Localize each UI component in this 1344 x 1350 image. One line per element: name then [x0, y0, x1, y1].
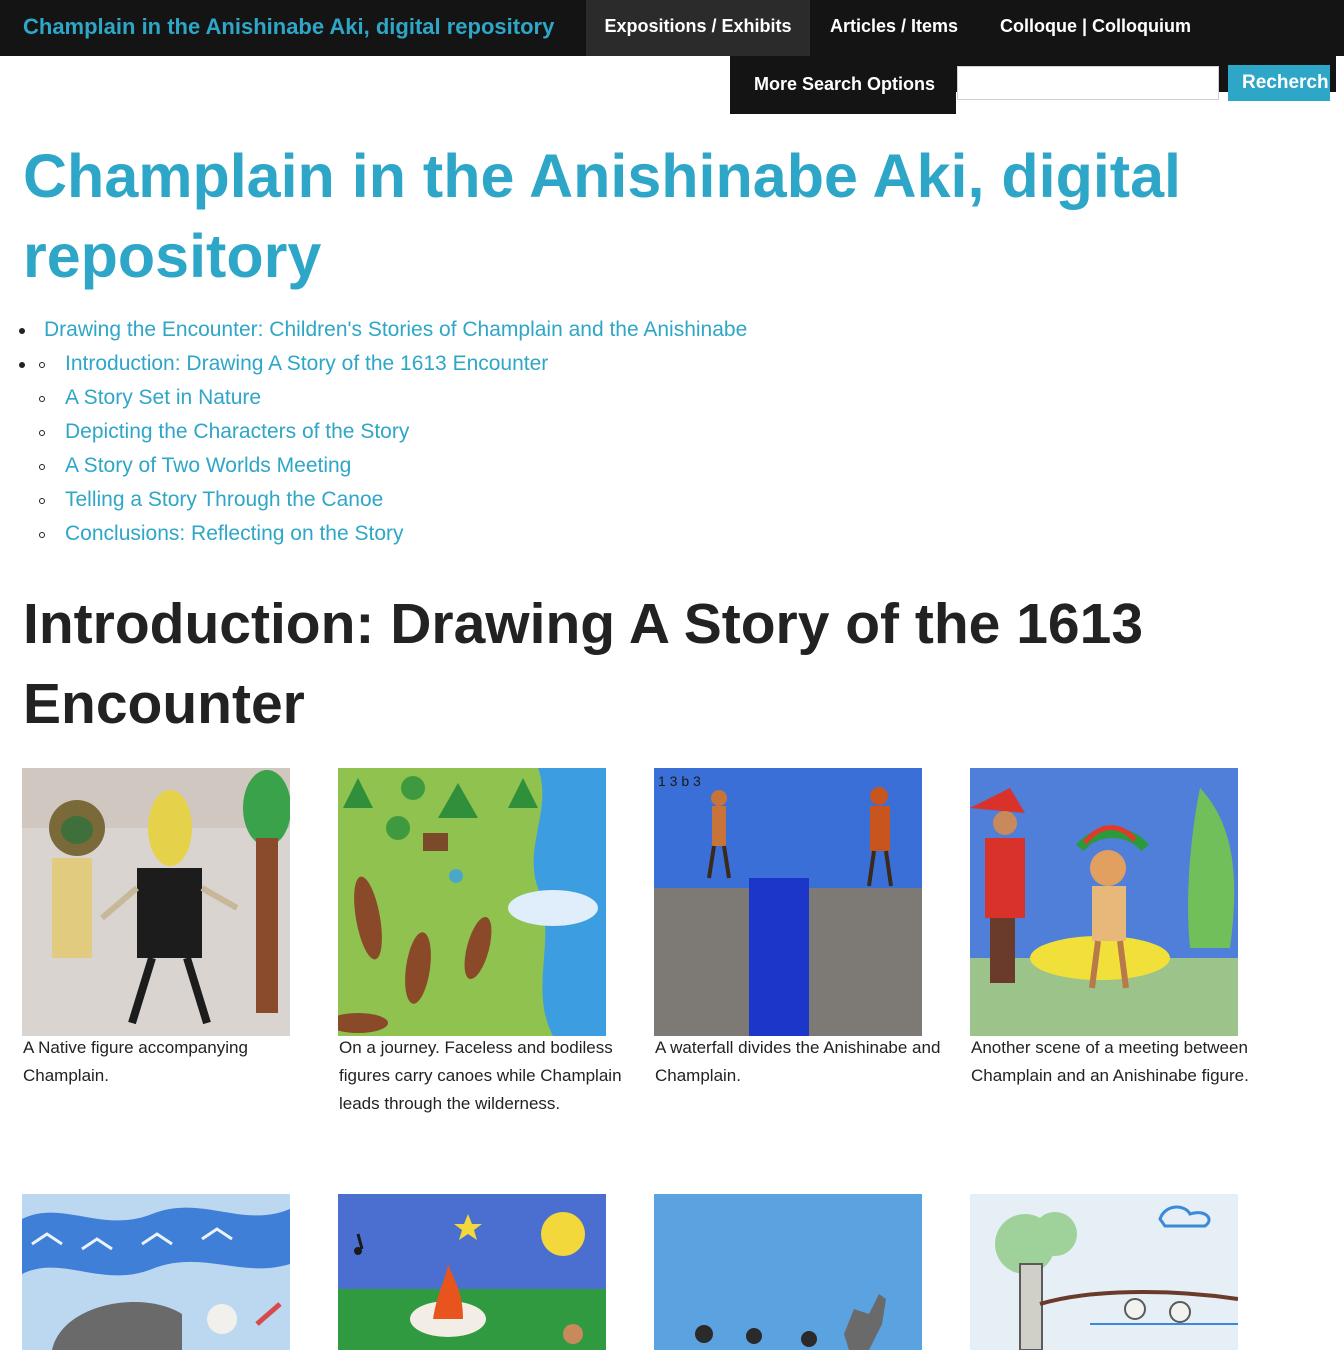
toc-item-two-worlds[interactable]: A Story of Two Worlds Meeting [65, 454, 352, 477]
bullet-circle [39, 362, 45, 368]
bullet-circle [39, 430, 45, 436]
section-heading: Introduction: Drawing A Story of the 1613 Encounter [23, 592, 1144, 736]
toc-item-introduction[interactable]: Introduction: Drawing A Story of the 1613 Encounter [65, 352, 549, 375]
bullet-circle [39, 464, 45, 470]
site-title-link[interactable]: Champlain in the Anishinabe Aki, digital repository [23, 14, 555, 39]
toc-item-characters[interactable]: Depicting the Characters of the Story [65, 420, 410, 443]
top-navigation-bar [0, 0, 1344, 56]
nav-items[interactable]: Articles / Items [830, 16, 959, 36]
gallery-thumbnail-meeting[interactable] [970, 768, 1238, 1036]
nav-colloquium[interactable]: Colloque | Colloquium [1000, 16, 1192, 36]
nav-exhibits[interactable]: Expositions / Exhibits [586, 0, 810, 56]
gallery-thumbnail-canoe-crossing[interactable] [970, 1194, 1238, 1350]
toc-parent-link[interactable]: Drawing the Encounter: Children's Stories of Champlain and the Anishinabe [44, 318, 748, 341]
page-title: Champlain in the Anishinabe Aki, digital repository [23, 142, 1181, 290]
gallery-thumbnail-journey[interactable] [338, 768, 606, 1036]
toc-item-nature[interactable]: A Story Set in Nature [65, 386, 262, 409]
gallery-thumbnail-shore[interactable] [654, 1194, 922, 1350]
gallery-thumbnail-native-figure[interactable] [22, 768, 290, 1036]
bullet-circle [39, 498, 45, 504]
more-search-options-link[interactable]: More Search Options [754, 74, 936, 94]
search-input[interactable] [957, 66, 1219, 100]
gallery-thumbnail-waterfall[interactable] [654, 768, 922, 1036]
gallery-caption: On a journey. Faceless and bodiless figures carry canoes while Champlain leads through the wilderness. [339, 1038, 622, 1113]
toc-item-canoe[interactable]: Telling a Story Through the Canoe [65, 488, 384, 511]
gallery-caption: A waterfall divides the Anishinabe and Champlain. [655, 1038, 941, 1085]
gallery-caption: Another scene of a meeting between Champlain and an Anishinabe figure. [971, 1038, 1249, 1085]
gallery-caption: A Native figure accompanying Champlain. [23, 1038, 248, 1085]
bullet-disc [19, 362, 25, 368]
search-button[interactable]: Recherch [1228, 65, 1330, 101]
bullet-circle [39, 532, 45, 538]
bullet-disc [19, 328, 25, 334]
gallery-thumbnail-campfire[interactable] [338, 1194, 606, 1350]
svg-text:1 3 b 3: 1 3 b 3 [658, 773, 701, 789]
gallery-thumbnail-river[interactable] [22, 1194, 290, 1350]
toc-item-conclusions[interactable]: Conclusions: Reflecting on the Story [65, 522, 404, 545]
bullet-circle [39, 396, 45, 402]
